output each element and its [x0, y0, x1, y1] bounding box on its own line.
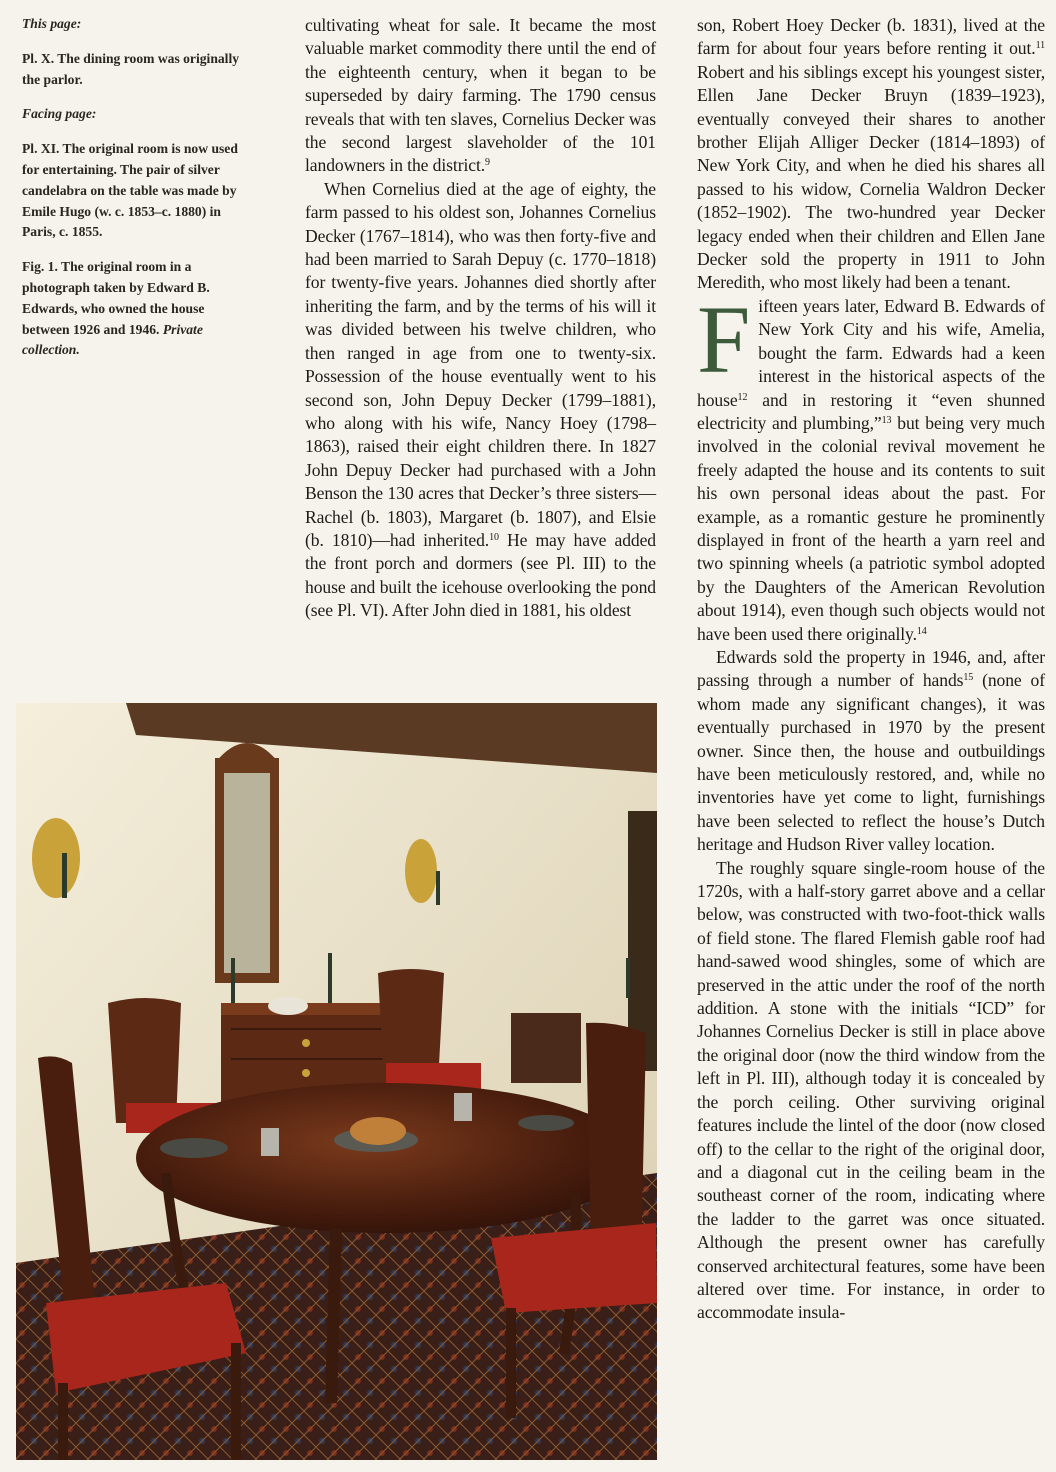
paragraph-text: Edwards sold the property in 1946, and, after passing through a number of hands [697, 646, 1045, 691]
wall-mirror [215, 743, 279, 983]
paragraph [305, 14, 656, 178]
dining-room-illustration [16, 703, 657, 1460]
paragraph [305, 178, 656, 623]
paragraph-text: ifteen years later, Edward B. Edwards of New York City and his wife, Amelia, bought the farm. Edwards had a keen interest in the historical aspects of the house [697, 295, 1045, 410]
footnote-marker: 15 [963, 672, 974, 684]
body-column-2 [305, 14, 656, 623]
paragraph [697, 14, 1045, 295]
paragraph-text: and in restoring it “even shunned electricity and plumbing,” [697, 389, 1045, 433]
paragraph: The roughly square single-room house of the 1720s, with a half-story garret above and a cellar below, was constructed with two-foot-thick walls of field stone. The flared Flemish gable roof had hand-sawed wood shingles, some of which are preserved in the attic under the roof of the north addition. A stone with the initials “ICD” for Johannes Cornelius Decker is still in place above the original door (now the third window from the left in Pl. III), although today it is concealed by the porch ceiling. Other surviving original features include the lintel of the door (now closed off) to the cellar to the right of the original door, and a diagonal cut in the ceiling beam in the southeast corner of the room, indicating where the ladder to the garret was once situated. Although the present owner has carefully conserved architectural features, some have been altered over time. For instance, in order to accommodate insula- [697, 857, 1045, 1323]
paragraph-text: but being very much involved in the colonial revival movement he freely adapted the house and its contents to suit his own personal ideas about the past. For example, as a romantic gesture he prominently displayed in front of the hearth a yarn reel and two spinning wheels (a patriotic symbol adopted by the Daughters of the American Revolution about 1914), even though such objects would not have been used there originally. [697, 412, 1046, 644]
paragraph [697, 285, 1046, 646]
brass-sconce-left [32, 818, 80, 898]
wooden-box [511, 1013, 581, 1083]
footnote-marker: 12 [737, 391, 748, 403]
body-column-3 [697, 14, 1045, 1325]
paragraph-text: He may have added the front porch and dormers (see Pl. III) to the house and built the icehouse overlooking the pond (see Pl. VI). After John died in 1881, his oldest [305, 529, 656, 621]
figure-1-caption [22, 257, 254, 361]
footnote-marker: 11 [1035, 40, 1045, 52]
figure-1-credit: Private collection. [22, 321, 203, 358]
paragraph-text: (none of whom made any significant changes), it was eventually purchased in 1970 by the present owner. Since then, the house and outbuildings have been meticulously restored, and, while no inventories have yet come to light, furnishings have been selected to reflect the house’s Dutch heritage and Hudson River valley location. [697, 670, 1045, 855]
footnote-marker: 9 [485, 157, 490, 169]
this-page-label: This page: [22, 16, 82, 31]
dining-room-photo [16, 703, 657, 1460]
caption-column [22, 14, 254, 375]
paragraph-text: Robert and his siblings except his youngest sister, Ellen Jane Decker Bruyn (1839–1923), eventually conveyed their shares to another brother Elijah Alliger Decker (1814–1893) of New York City, and when he died his shares all passed to his widow, Cornelia Waldron Decker (1852–1902). The two-hundred year Decker legacy ended when their children and Ellen Jane Decker sold the property in 1911 to John Meredith, who most likely had been a tenant. [697, 61, 1045, 293]
plate-xi-caption: Pl. XI. The original room is now used for entertaining. The pair of silver candelabra on the table was made by Emile Hugo (w. c. 1853–c. 1880) in Paris, c. 1855. [22, 141, 238, 240]
plate-x-caption: Pl. X. The dining room was originally the parlor. [22, 50, 240, 87]
figure-1-text: Fig. 1. The original room in a photograph taken by Edward B. Edwards, who owned the house between 1926 and 1946. [22, 259, 210, 337]
footnote-marker: 13 [881, 414, 892, 426]
paragraph-text: cultivating wheat for sale. It became the most valuable market commodity there until the end of the eighteenth century, when it began to be superseded by dairy farming. The 1790 census reveals that with ten slaves, Cornelius Decker was the second largest slaveholder of the 101 landowners in the district. [305, 15, 656, 176]
paragraph [697, 646, 1045, 857]
facing-page-label: Facing page: [22, 106, 97, 122]
footnote-marker: 14 [916, 625, 927, 637]
footnote-marker: 10 [489, 531, 499, 543]
tureen [268, 997, 308, 1015]
paragraph-text: son, Robert Hoey Decker (b. 1831), lived at the farm for about four years before renting it out. [697, 15, 1045, 59]
paragraph-text: When Cornelius died at the age of eighty, the farm passed to his oldest son, Johannes Cornelius Decker (1767–1814), who was then forty-five and had been married to Sarah Depuy (c. 1770–1818) for twenty-five years. Johannes died shortly after inheriting the farm, and by the terms of his will it was divided between his twelve children, who then ranged in age from one to twenty-six. Possession of the house eventually went to his second son, John Depuy Decker (1799–1881), who along with his wife, Nancy Hoey (1798–1863), raised their eight children there. In 1827 John Depuy Decker had purchased with a John Benson the 130 acres that Decker’s three sisters—Rachel (b. 1803), Margaret (b. 1807), and Elsie (b. 1810)—had inherited. [305, 178, 656, 550]
drop-cap: F [697, 285, 751, 393]
